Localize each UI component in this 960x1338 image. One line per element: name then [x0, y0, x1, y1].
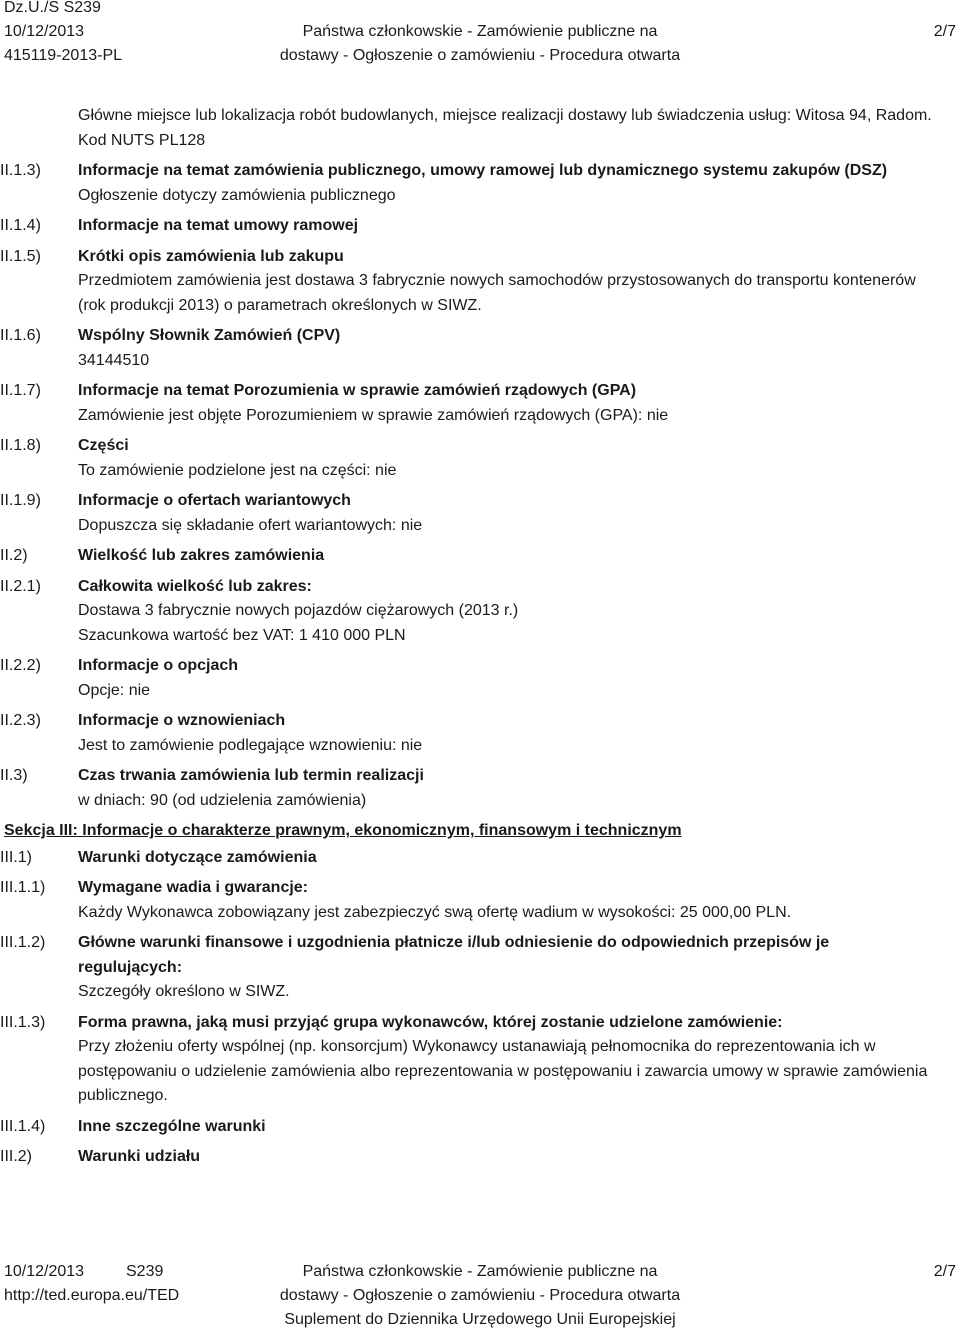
- section-row: [0, 214, 960, 239]
- section-number: II.1.3): [0, 162, 41, 179]
- section-row: [0, 1011, 960, 1109]
- section-title: Główne warunki finansowe i uzgodnienia płatnicze i/lub odniesienie do odpowiednich przepisów je regulujących:: [78, 934, 830, 976]
- section-row: [0, 434, 960, 483]
- section-text: Zamówienie jest objęte Porozumieniem w sprawie zamówień rządowych (GPA): nie: [78, 406, 669, 424]
- section-number: II.1.8): [0, 437, 41, 454]
- page-footer: [0, 1258, 960, 1338]
- header-title-line2: dostawy - Ogłoszenie o zamówieniu - Procedura otwarta: [279, 47, 681, 64]
- section-title: Inne szczególne warunki: [78, 1117, 266, 1135]
- section-number: III.1.1): [0, 879, 46, 896]
- section-number: II.2): [0, 547, 28, 564]
- section-title: Wymagane wadia i gwarancje:: [78, 879, 309, 896]
- section-title: Informacje na temat umowy ramowej: [78, 217, 359, 234]
- section-title: Warunki dotyczące zamówienia: [78, 848, 317, 866]
- footer-title-line3: Suplement do Dziennika Urzędowego Unii Europejskiej: [284, 1311, 676, 1328]
- footer-title-line1: Państwa członkowskie - Zamówienie publiczne na: [302, 1263, 658, 1280]
- section-title: Warunki udziału: [78, 1148, 201, 1165]
- section-title: Informacje na temat zamówienia publicznego, umowy ramowej lub dynamicznego systemu zakupów (DSZ): [78, 162, 888, 179]
- section-text: Przedmiotem zamówienia jest dostawa 3 fabrycznie nowych samochodów przystosowanych do transportu kontenerów (rok produkcji 2013) o parametrach określonych w SIWZ.: [78, 272, 916, 314]
- section-row: [0, 379, 960, 428]
- section-title: Informacje o wznowieniach: [78, 712, 286, 729]
- section-row: [0, 1145, 960, 1170]
- section-text: Szczegóły określono w SIWZ.: [78, 983, 290, 1000]
- location-row: [0, 104, 960, 153]
- section-row: [0, 1115, 960, 1140]
- section-row: [0, 544, 960, 569]
- section-row: [0, 846, 960, 871]
- section-title: Całkowita wielkość lub zakres:: [78, 577, 312, 595]
- footer-issue: S239: [126, 1263, 164, 1280]
- section-title: Krótki opis zamówienia lub zakupu: [78, 247, 344, 265]
- section-title: Czas trwania zamówienia lub termin realizacji: [78, 767, 424, 784]
- section-row: [0, 931, 960, 1005]
- header-page-number: 2/7: [933, 23, 956, 40]
- section-title: Informacje o ofertach wariantowych: [78, 492, 351, 509]
- section-3-heading: Sekcja III: Informacje o charakterze prawnym, ekonomicznym, finansowym i technicznym: [4, 822, 682, 839]
- page-header: [0, 0, 960, 80]
- section-row: [0, 489, 960, 538]
- section-number: III.1.3): [0, 1013, 46, 1031]
- section-text: Ogłoszenie dotyczy zamówienia publicznego: [78, 186, 396, 204]
- section-title: Forma prawna, jaką musi przyjąć grupa wykonawców, której zostanie udzielone zamówienie:: [78, 1013, 783, 1031]
- header-date: 10/12/2013: [4, 23, 85, 40]
- section-number: II.2.2): [0, 657, 41, 674]
- section-number: III.1.4): [0, 1117, 46, 1135]
- section-number: III.2): [0, 1148, 33, 1165]
- section-number: II.1.6): [0, 327, 41, 344]
- section-number: II.2.3): [0, 712, 41, 729]
- section-number: II.3): [0, 767, 28, 784]
- section-row: [0, 159, 960, 208]
- journal-ref: Dz.U./S S239: [4, 0, 101, 16]
- section-text: Przy złożeniu oferty wspólnej (np. konsorcjum) Wykonawcy ustanawiają pełnomocnika do reprezentowania ich w postępowaniu o udzielenie zamówienia albo reprezentowania w postępowaniu i zawarcia umowy w sprawie zamówienia publicznego.: [78, 1038, 928, 1104]
- section-title: Informacje na temat Porozumienia w sprawie zamówień rządowych (GPA): [78, 382, 637, 399]
- section-number: II.2.1): [0, 577, 41, 595]
- doc-id: 415119-2013-PL: [4, 47, 123, 64]
- section-text-extra: Szacunkowa wartość bez VAT: 1 410 000 PLN: [78, 626, 406, 644]
- section-number: II.1.7): [0, 382, 41, 399]
- section-title: Wielkość lub zakres zamówienia: [78, 547, 325, 564]
- section-row: [0, 709, 960, 758]
- section-title: Informacje o opcjach: [78, 657, 239, 674]
- footer-date: 10/12/2013: [4, 1263, 85, 1280]
- footer-title-line2: dostawy - Ogłoszenie o zamówieniu - Procedura otwarta: [279, 1287, 681, 1304]
- section-row: [0, 876, 960, 925]
- section-text: To zamówienie podzielone jest na części: nie: [78, 461, 397, 479]
- section-number: II.1.4): [0, 217, 41, 234]
- section-row: [0, 324, 960, 373]
- section-text: 34144510: [78, 351, 150, 369]
- section-text: Każdy Wykonawca zobowiązany jest zabezpieczyć swą ofertę wadium w wysokości: 25 000,00 PLN.: [78, 903, 792, 921]
- section-row: [0, 654, 960, 703]
- section-text: w dniach: 90 (od udzielenia zamówienia): [78, 791, 367, 809]
- document-body: [0, 104, 960, 1176]
- section-text: Dopuszcza się składanie ofert wariantowych: nie: [78, 516, 423, 534]
- section-text: Opcje: nie: [78, 681, 151, 699]
- header-title-line1: Państwa członkowskie - Zamówienie publiczne na: [302, 23, 658, 40]
- section-text: Dostawa 3 fabrycznie nowych pojazdów ciężarowych (2013 r.): [78, 602, 519, 619]
- footer-url[interactable]: http://ted.europa.eu/TED: [4, 1287, 180, 1304]
- section-number: III.1.2): [0, 934, 46, 951]
- section-3-rows: [0, 846, 960, 1170]
- section-number: III.1): [0, 848, 33, 866]
- section-row: [0, 575, 960, 649]
- location-text: Główne miejsce lub lokalizacja robót budowlanych, miejsce realizacji dostawy lub świadczenia usług: Witosa 94, Radom.: [78, 107, 932, 124]
- nuts-code: Kod NUTS PL128: [78, 131, 206, 149]
- section-title: Części: [78, 437, 129, 454]
- section-2-rows: [0, 159, 960, 813]
- section-number: II.1.5): [0, 247, 41, 265]
- footer-page-number: 2/7: [933, 1263, 956, 1280]
- section-text: Jest to zamówienie podlegające wznowieniu: nie: [78, 736, 423, 754]
- section-row: [0, 245, 960, 319]
- section-row: [0, 764, 960, 813]
- section-number: II.1.9): [0, 492, 41, 509]
- section-title: Wspólny Słownik Zamówień (CPV): [78, 327, 341, 344]
